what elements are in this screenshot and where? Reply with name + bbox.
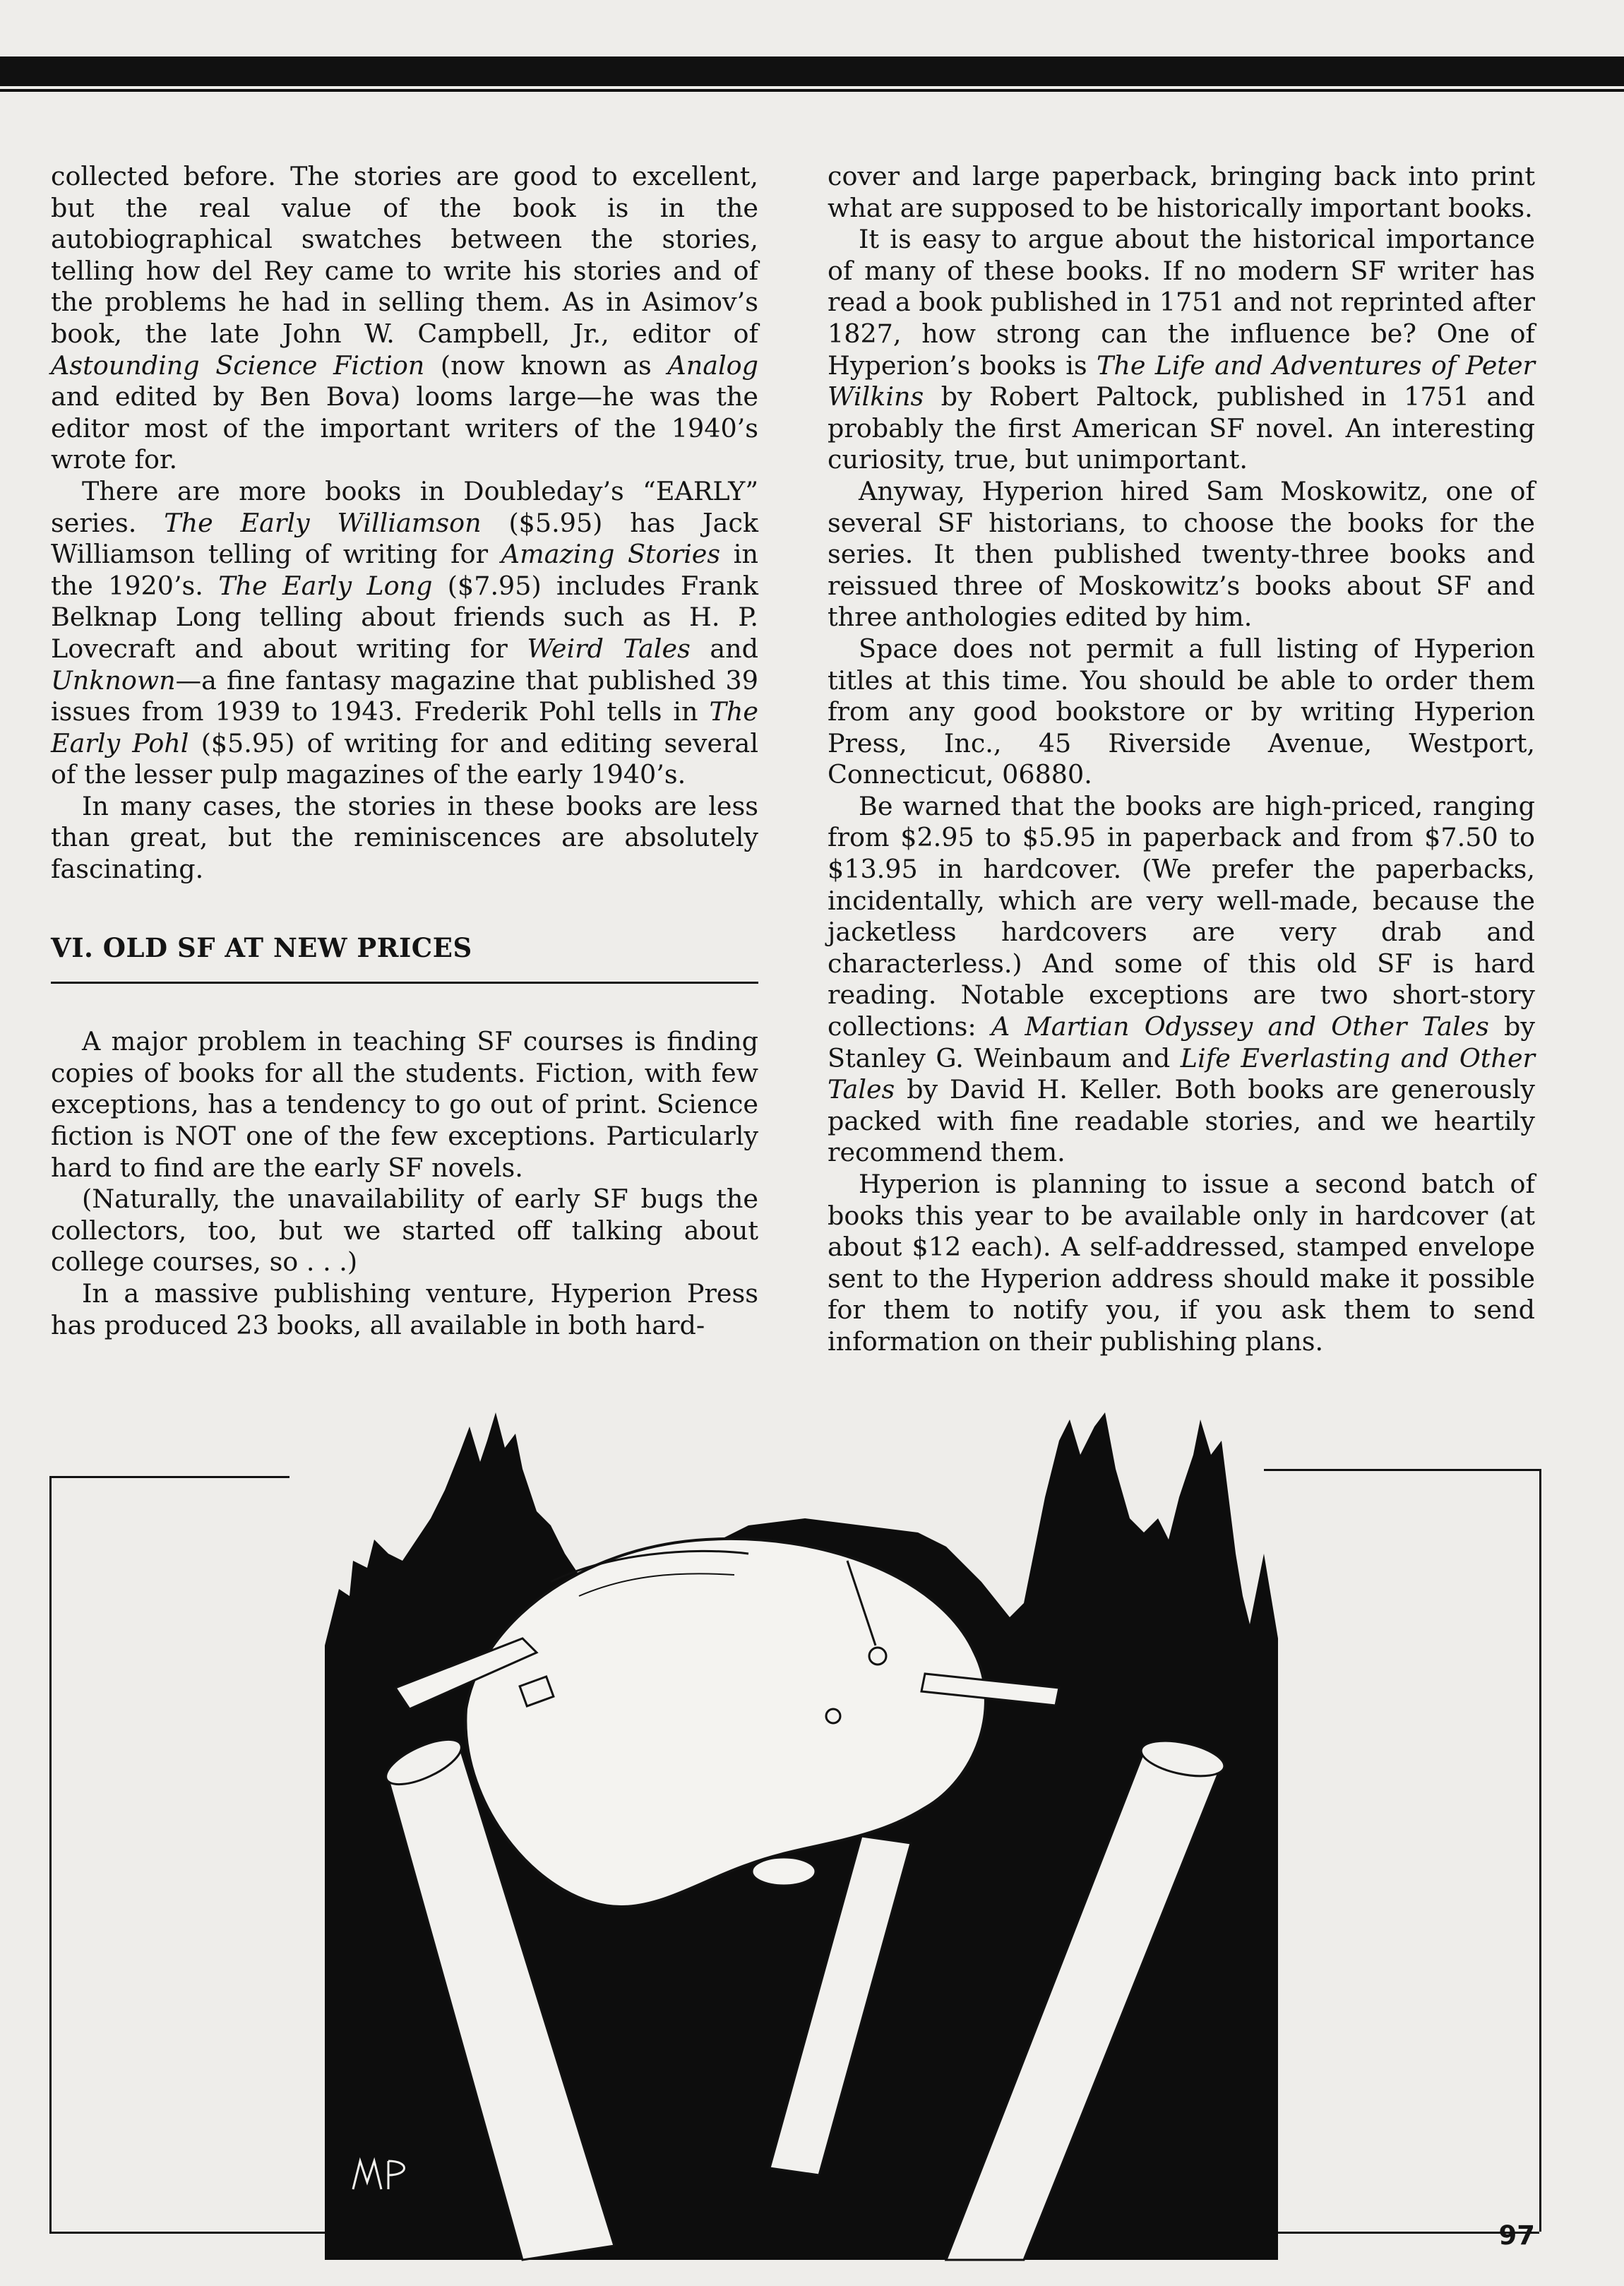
paragraph: Hyperion is planning to issue a second batch of books this year to be available only in hardcover (at about $12 each). A self-addressed, stamped envelope sent to the Hyperion address should make it possible for them to notify you, if you ask them to send information on their publishing plans. <box>828 1169 1535 1357</box>
header-rule <box>0 89 1624 92</box>
section-heading-block <box>51 932 758 984</box>
illustration-frame-right <box>1539 1469 1541 2232</box>
illustration-frame-left <box>49 1476 52 2232</box>
paragraph: (Naturally, the unavailability of early SF bugs the collectors, too, but we started off talking about college courses, so . . .) <box>51 1184 758 1278</box>
paragraph: collected before. The stories are good to excellent, but the real value of the book is in the autobiographical swatches between the stories, telling how del Rey came to write his stories and of the problems he had in selling them. As in Asimov’s book, the late John W. Campbell, Jr., editor of Astounding Science Fiction (now known as Analog and edited by Ben Bova) looms large—he was the editor most of the important writers of the 1940’s wrote for. <box>51 161 758 475</box>
paragraph: A major problem in teaching SF courses is finding copies of books for all the students. Fiction, with few exceptions, has a tendency to go out of print. Science fiction is NOT one of the few exceptions. Particularly hard to find are the early SF novels. <box>51 1026 758 1183</box>
robot-head-illustration <box>311 1412 1313 2267</box>
paragraph: It is easy to argue about the historical importance of many of these books. If no modern SF writer has read a book published in 1751 and not reprinted after 1827, how strong can the influence be? One of Hyperion’s books is The Life and Adventures of Peter Wilkins by Robert Paltock, published in 1751 and probably the first American SF novel. An interesting curiosity, true, but unimportant. <box>828 224 1536 475</box>
section-heading: VI. OLD SF AT NEW PRICES <box>51 931 472 963</box>
paragraph: cover and large paperback, bringing back into print what are supposed to be historically important books. <box>828 161 1535 223</box>
paragraph: Anyway, Hyperion hired Sam Moskowitz, one of several SF historians, to choose the books for the series. It then published twenty-three books and reissued three of Moskowitz’s books about SF and three anthologies edited by him. <box>828 475 1535 633</box>
section-rule <box>51 982 758 984</box>
left-column <box>51 161 758 1341</box>
right-column <box>828 161 1535 1358</box>
illustration-frame-left <box>49 1476 289 1478</box>
paragraph: In a massive publishing venture, Hyperion Press has produced 23 books, all available in both hard- <box>51 1278 758 1340</box>
paragraph: Be warned that the books are high-priced, ranging from $2.95 to $5.95 in paperback and from $7.50 to $13.95 in hardcover. (We prefer the paperbacks, incidentally, which are very well-made, because the jacketless hardcovers are very drab and characterless.) And some of this old SF is hard reading. Notable exceptions are two short-story collections: A Martian Odyssey and Other Tales by Stanley G. Weinbaum and Life Everlasting and Other Tales by David H. Keller. Both books are generously packed with fine readable stories, and we heartily recommend them. <box>828 790 1535 1168</box>
header-bar <box>0 56 1624 86</box>
illustration-frame-left <box>49 2232 353 2234</box>
paragraph: There are more books in Doubleday’s “EARLY” series. The Early Williamson ($5.95) has Jack Williamson telling of writing for Amazing Stories in the 1920’s. The Early Long ($7.95) includes Frank Belknap Long telling about friends such as H. P. Lovecraft and about writing for Weird Tales and Unknown—a fine fantasy magazine that published 39 issues from 1939 to 1943. Frederik Pohl tells in The Early Pohl ($5.95) of writing for and editing several of the lesser pulp magazines of the early 1940’s. <box>51 475 759 790</box>
page-number: 97 <box>1498 2220 1535 2251</box>
paragraph: In many cases, the stories in these books are less than great, but the reminiscences are absolutely fascinating. <box>51 790 758 885</box>
paragraph: Space does not permit a full listing of Hyperion titles at this time. You should be able to order them from any good bookstore or by writing Hyperion Press, Inc., 45 Riverside Avenue, Westport, Connecticut, 06880. <box>828 633 1535 790</box>
